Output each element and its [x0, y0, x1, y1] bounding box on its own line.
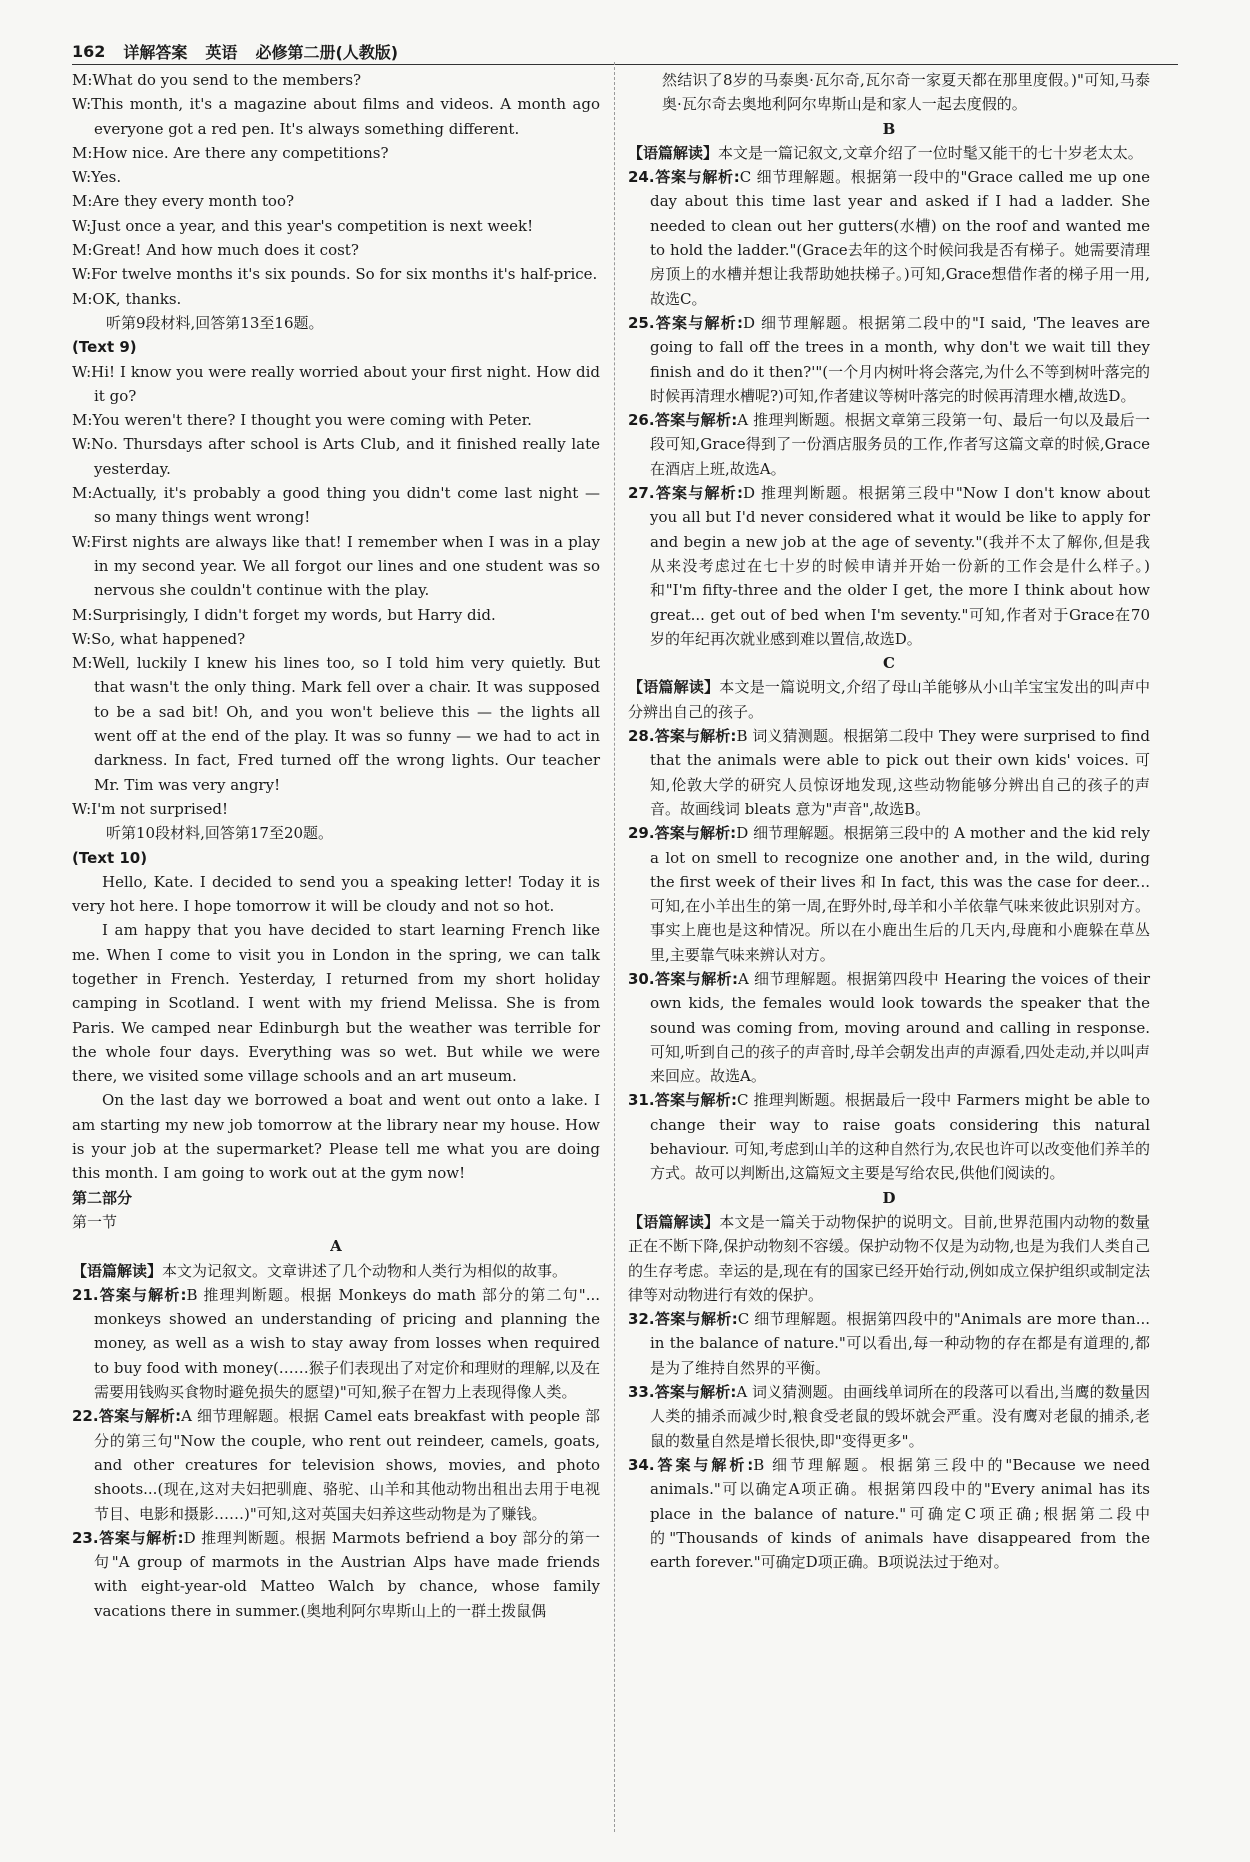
intro-tag: 【语篇解读】 — [628, 143, 719, 162]
answer-tag: 答案与解析: — [654, 1091, 737, 1110]
dialogue-line — [72, 165, 600, 189]
answer-text: B 推理判断题。根据 Monkeys do math 部分的第二句"... monkeys showed an understanding of pricing and planning the money, as well as a wish to stay away from losses when required to buy food with money(……猴子们表现出了对定价和理财的理解,以及在需要用钱购买食物时避免损失的愿望)"可知,猴子在智力上表现得像人类。 — [94, 1285, 601, 1402]
speaker-label: W: — [72, 629, 92, 648]
speaker-label: M: — [72, 143, 93, 162]
speaker-label: M: — [72, 411, 93, 430]
intro-tag: 【语篇解读】 — [628, 1212, 720, 1231]
intro-tag: 【语篇解读】 — [628, 678, 720, 697]
answer-34 — [628, 1453, 1150, 1574]
speaker-label: M: — [72, 241, 93, 260]
answer-text: B 词义猜测题。根据第二段中 They were surprised to find that the animals were able to pick out their own kids' voices. 可知,伦敦大学的研究人员惊讶地发现,这些动物能够分辨出自己的孩子的声音。故画线词 bleats 意为"声音",故选B。 — [650, 727, 1151, 818]
dialogue-text: Surprisingly, I didn't forget my words, but Harry did. — [92, 605, 496, 624]
part-heading: 第二部分 — [72, 1188, 133, 1207]
section-heading: 第一节 — [72, 1212, 118, 1231]
dialogue-text: Well, luckily I knew his lines too, so I told him very quietly. But that wasn't the only thing. Mark fell over a chair. It was supposed to be a sad bit! Oh, and you won't believe this — the lights all went off at the end of the play. It was so funny — we had to act in darkness. In fact, Fred turned off the wrong lights. Our teacher Mr. Tim was very angry! — [92, 654, 600, 794]
speaker-label: W: — [72, 216, 92, 235]
question-number: 21. — [72, 1285, 99, 1304]
dialogue-line — [72, 141, 600, 165]
answer-text: C 推理判断题。根据最后一段中 Farmers might be able to change their way to raise goats considering this natural behaviour. 可知,考虑到山羊的这种自然行为,农民也许可以改变他们养羊的方式。故可以判断出,这篇短文主要是写给农民,供他们阅读的。 — [650, 1091, 1150, 1183]
answer-23-continued: 然结识了8岁的马泰奥·瓦尔奇,瓦尔奇一家夏天都在那里度假。)"可知,马泰奥·瓦尔奇去奥地利阿尔卑斯山是和家人一起去度假的。 — [662, 71, 1150, 114]
dialogue-text: Just once a year, and this year's competition is next week! — [91, 216, 534, 235]
dialogue-line — [72, 603, 600, 627]
answer-tag: 答案与解析: — [98, 1528, 184, 1547]
answer-text: C 细节理解题。根据第四段中的"Animals are more than... in the balance of nature."可以看出,每一种动物的存在都是有道理的,都是为了维持自然界的平衡。 — [650, 1310, 1150, 1377]
question-number: 26. — [628, 411, 655, 430]
text9-dialogue — [72, 360, 600, 822]
answer-27 — [628, 481, 1150, 651]
intro-tag: 【语篇解读】 — [72, 1261, 163, 1280]
answer-26 — [628, 408, 1150, 481]
answer-32 — [628, 1307, 1150, 1380]
speaker-label: W: — [72, 168, 92, 187]
speaker-label: M: — [72, 484, 93, 503]
answer-tag: 答案与解析: — [654, 313, 743, 332]
question-number: 25. — [628, 313, 655, 332]
header-subject: 英语 — [205, 42, 238, 62]
passage-letter-d: D — [882, 1188, 896, 1207]
speaker-label: M: — [72, 71, 93, 89]
text10-intro: 听第10段材料,回答第17至20题。 — [106, 824, 334, 843]
text8-dialogue — [72, 68, 600, 311]
intro-text: 本文是一篇说明文,介绍了母山羊能够从小山羊宝宝发出的叫声中分辨出自己的孩子。 — [628, 678, 1150, 721]
answer-33 — [628, 1380, 1150, 1453]
passage-b-intro — [628, 141, 1150, 165]
dialogue-line — [72, 238, 600, 262]
text10-paragraph: Hello, Kate. I decided to send you a speaking letter! Today it is very hot here. I hope tomorrow it will be cloudy and not so hot. — [72, 872, 600, 916]
text10-paragraph: On the last day we borrowed a boat and went out onto a lake. I am starting my new job tomorrow at the library near my house. How is your job at the supermarket? Please tell me what you are doing this month. I am going to work out at the gym now! — [72, 1091, 600, 1183]
dialogue-line — [72, 432, 600, 481]
answer-text: D 细节理解题。根据第二段中的"I said, 'The leaves are going to fall off the trees in a month, why don't we wait till they finish and do it then?'"(一个月内树叶将会落完,为什么不等到树叶落完的时候再清理水槽呢?)可知,作者建议等树叶落完的时候再清理水槽,故选D。 — [650, 313, 1151, 405]
dialogue-text: OK, thanks. — [92, 289, 182, 308]
answer-tag: 答案与解析: — [654, 969, 739, 988]
page-header — [72, 38, 1178, 65]
answer-tag: 答案与解析: — [654, 484, 743, 503]
answer-tag: 答案与解析: — [654, 1310, 738, 1329]
column-divider — [614, 62, 615, 1832]
answer-31 — [628, 1088, 1150, 1185]
dialogue-text: So, what happened? — [91, 629, 246, 648]
answer-29 — [628, 821, 1150, 967]
dialogue-line — [72, 481, 600, 530]
answer-tag: 答案与解析: — [654, 824, 737, 843]
answer-text: C 细节理解题。根据第一段中的"Grace called me up one day about this time last year and asked if I had a ladder. She needed to clean out her gutters(水槽) on the roof and wanted me to hold the ladder."(Grace去年的这个时候问我是否有梯子。她需要清理房顶上的水槽并想让我帮助她扶梯子。)可知,Grace想借作者的梯子用一用,故选C。 — [650, 168, 1150, 308]
dialogue-line — [72, 627, 600, 651]
answer-text: A 细节理解题。根据第四段中 Hearing the voices of their own kids, the females would look towards the speaker that the sound was coming from, moving around and calling in response. 可知,听到自己的孩子的声音时,母羊会朝发出声的声源看,四处走动,并以叫声来回应。故选A。 — [650, 969, 1150, 1086]
dialogue-line — [72, 360, 600, 409]
answer-23 — [72, 1526, 600, 1623]
answer-22 — [72, 1404, 600, 1525]
answer-tag: 答案与解析: — [654, 1383, 737, 1402]
dialogue-text: Hi! I know you were really worried about your first night. How did it go? — [91, 362, 600, 405]
dialogue-text: How nice. Are there any competitions? — [92, 143, 389, 162]
question-number: 28. — [628, 727, 655, 746]
answer-text: A 细节理解题。根据 Camel eats breakfast with people 部分的第三句"Now the couple, who rent out reindeer, camels, goats, and other creatures for television shows, movies, and photo shoots...(现在,这对夫妇把驯鹿、骆驼、山羊和其他动物出租出去用于电视节目、电影和摄影……)"可知,这对英国夫妇养这些动物是为了赚钱。 — [94, 1407, 601, 1523]
question-number: 27. — [628, 484, 655, 503]
dialogue-text: This month, it's a magazine about films and videos. A month ago everyone got a red pen. It's always something different. — [91, 95, 600, 138]
dialogue-text: Actually, it's probably a good thing you didn't come last night — so many things went wrong! — [92, 484, 600, 527]
question-number: 33. — [628, 1383, 655, 1402]
dialogue-text: No. Thursdays after school is Arts Club, and it finished really late yesterday. — [91, 435, 600, 478]
header-book: 必修第二册(人教版) — [255, 42, 399, 62]
intro-text: 本文为记叙文。文章讲述了几个动物和人类行为相似的故事。 — [162, 1261, 568, 1280]
dialogue-text: First nights are always like that! I remember when I was in a play in my second year. We all forgot our lines and one student was so nervous she couldn't continue with the play. — [91, 532, 600, 600]
dialogue-text: Great! And how much does it cost? — [92, 241, 359, 260]
dialogue-line — [72, 287, 600, 311]
intro-text: 本文是一篇关于动物保护的说明文。目前,世界范围内动物的数量正在不断下降,保护动物刻不容缓。保护动物不仅是为动物,也是为我们人类自己的生存考虑。幸运的是,现在有的国家已经开始行动,例如成立保护组织或制定法律等对动物进行有效的保护。 — [628, 1212, 1150, 1304]
answer-tag: 答案与解析: — [654, 1455, 754, 1474]
dialogue-line — [72, 651, 600, 797]
answer-tag: 答案与解析: — [654, 727, 737, 746]
question-number: 23. — [72, 1528, 99, 1547]
speaker-label: M: — [72, 605, 93, 624]
speaker-label: W: — [72, 95, 92, 114]
dialogue-text: For twelve months it's six pounds. So for six months it's half-price. — [91, 265, 598, 284]
right-column — [628, 68, 1150, 1574]
answer-tag: 答案与解析: — [98, 1407, 182, 1426]
left-column — [72, 68, 600, 1623]
answer-21 — [72, 1283, 600, 1404]
answer-30 — [628, 967, 1150, 1088]
speaker-label: W: — [72, 265, 92, 284]
answer-text: A 推理判断题。根据文章第三段第一句、最后一句以及最后一段可知,Grace得到了一份酒店服务员的工作,作者写这篇文章的时候,Grace在酒店上班,故选A。 — [650, 411, 1150, 478]
speaker-label: W: — [72, 799, 92, 818]
passage-a-intro — [72, 1259, 600, 1283]
question-number: 32. — [628, 1310, 655, 1329]
passage-letter-c: C — [883, 654, 895, 673]
intro-text: 本文是一篇记叙文,文章介绍了一位时髦又能干的七十岁老太太。 — [718, 143, 1143, 162]
header-title: 详解答案 — [123, 42, 188, 62]
question-number: 29. — [628, 824, 655, 843]
answer-28 — [628, 724, 1150, 821]
answer-text: D 细节理解题。根据第三段中的 A mother and the kid rely a lot on smell to recognize one another and, in the wild, during the first week of their lives 和 In fact, this was the case for deer... 可知,在小羊出生的第一周,在野外时,母羊和小羊依靠气味来彼此识别对方。事实上鹿也是这种情况。所以在小鹿出生后的几天内,母鹿和小鹿躲在草丛里,主要靠气味来辨认对方。 — [650, 824, 1151, 964]
dialogue-text: What do you send to the members? — [92, 71, 362, 89]
text9-label: (Text 9) — [72, 338, 137, 357]
question-number: 34. — [628, 1455, 655, 1474]
passage-letter-b: B — [882, 119, 896, 138]
dialogue-text: Are they every month too? — [92, 192, 295, 211]
dialogue-line — [72, 92, 600, 141]
answer-24 — [628, 165, 1150, 311]
passage-d-intro — [628, 1210, 1150, 1307]
page-number: 162 — [72, 41, 106, 61]
text10-label: (Text 10) — [72, 848, 148, 867]
dialogue-line — [72, 262, 600, 286]
dialogue-text: I'm not surprised! — [91, 799, 229, 818]
speaker-label: W: — [72, 435, 92, 454]
question-number: 24. — [628, 168, 655, 187]
speaker-label: M: — [72, 192, 93, 211]
speaker-label: W: — [72, 532, 92, 551]
speaker-label: M: — [72, 654, 93, 673]
answer-text: D 推理判断题。根据 Marmots befriend a boy 部分的第一句"A group of marmots in the Austrian Alps have made friends with eight-year-old Matteo Walch by chance, whose family vacations there in summer.(奥地利阿尔卑斯山上的一群土拨鼠偶 — [94, 1528, 601, 1620]
speaker-label: W: — [72, 362, 92, 381]
question-number: 30. — [628, 969, 655, 988]
dialogue-line — [72, 530, 600, 603]
text9-intro: 听第9段材料,回答第13至16题。 — [106, 313, 324, 332]
dialogue-line — [72, 408, 600, 432]
dialogue-text: You weren't there? I thought you were coming with Peter. — [92, 411, 532, 430]
dialogue-line — [72, 214, 600, 238]
answer-text: A 词义猜测题。由画线单词所在的段落可以看出,当鹰的数量因人类的捕杀而减少时,粮食受老鼠的毁坏就会严重。没有鹰对老鼠的捕杀,老鼠的数量自然是增长很快,即"变得更多"。 — [650, 1383, 1151, 1450]
question-number: 31. — [628, 1091, 655, 1110]
dialogue-text: Yes. — [91, 168, 122, 187]
answer-text: D 推理判断题。根据第三段中"Now I don't know about you all but I'd never considered what it would be like to apply for and begin a new job at the age of seventy."(我并不太了解你,但是我从来没考虑过在七十岁的时候申请并开始一份新的工作会是什么样子。)和"I'm fifty-three and the older I get, the more I think about how great... get out of bed when I'm seventy."可知,作者对于Grace在70岁的年纪再次就业感到难以置信,故选D。 — [650, 484, 1150, 648]
answer-tag: 答案与解析: — [654, 411, 738, 430]
dialogue-line — [72, 189, 600, 213]
question-number: 22. — [72, 1407, 99, 1426]
answer-tag: 答案与解析: — [654, 168, 740, 187]
passage-c-intro — [628, 675, 1150, 724]
speaker-label: M: — [72, 289, 93, 308]
answer-25 — [628, 311, 1150, 408]
dialogue-line — [72, 797, 600, 821]
text10-paragraph: I am happy that you have decided to start learning French like me. When I come to visit you in London in the spring, we can talk together in French. Yesterday, I returned from my short holiday camping in Scotland. I went with my friend Melissa. She is from Paris. We camped near Edinburgh but the weather was terrible for the whole four days. Everything was so wet. But while we were there, we visited some village schools and an art museum. — [72, 921, 600, 1086]
answer-tag: 答案与解析: — [98, 1285, 187, 1304]
passage-letter-a: A — [330, 1237, 342, 1256]
answer-text: B 细节理解题。根据第三段中的"Because we need animals."可以确定A项正确。根据第四段中的"Every animal has its place in the balance of nature."可确定C项正确;根据第二段中的"Thousands of kinds of animals have disappeared from the earth forever."可确定D项正确。B项说法过于绝对。 — [650, 1455, 1150, 1572]
dialogue-line — [72, 68, 600, 92]
